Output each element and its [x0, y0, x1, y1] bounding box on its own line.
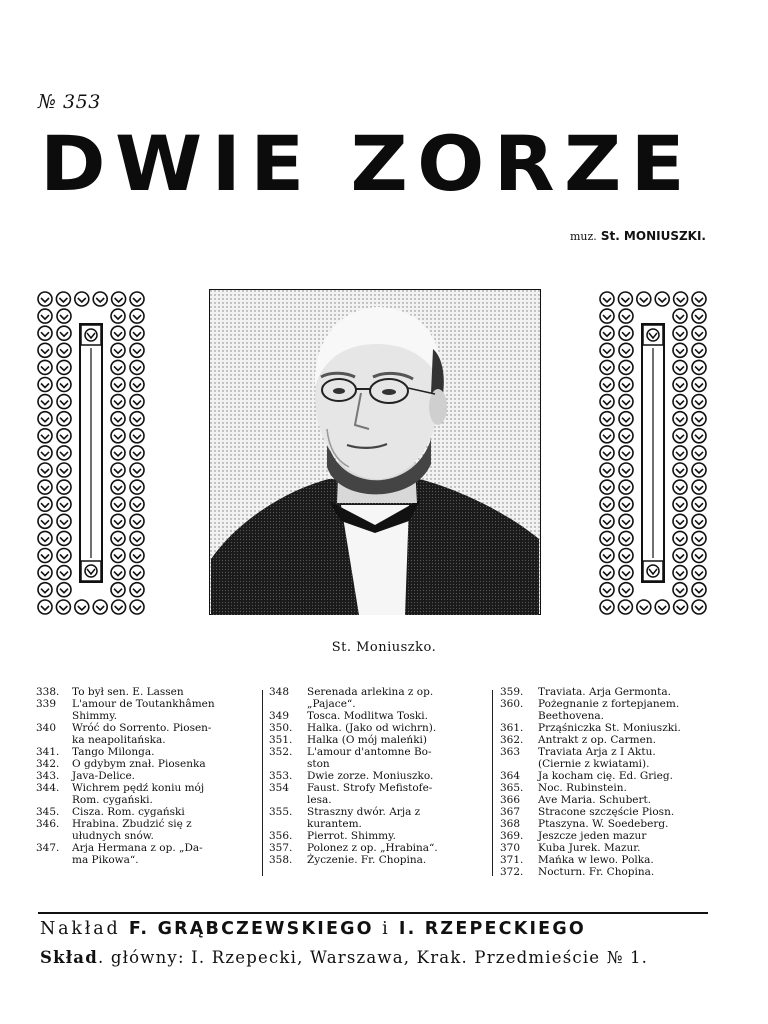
item-number: 368: [500, 818, 521, 830]
warehouse-label: Skład: [40, 948, 98, 967]
item-title: Dwie zorze. Moniuszko.: [307, 770, 434, 782]
list-item: [500, 842, 716, 854]
list-item: [269, 746, 483, 770]
publisher-partner: I. RZEPECKIEGO: [398, 919, 586, 939]
item-number: 348: [269, 686, 290, 698]
item-title: Mańka w lewo. Polka.: [538, 854, 654, 866]
item-title: Ave Maria. Schubert.: [538, 794, 652, 806]
list-item: [500, 734, 716, 746]
item-title: Polonez z op. „Hrabina“.: [307, 842, 438, 854]
item-number: 358.: [269, 854, 293, 866]
list-item: [500, 830, 716, 842]
list-item: [36, 806, 258, 818]
item-title: L'amour de Toutankhâmen Shimmy.: [72, 698, 215, 722]
item-number: 367: [500, 806, 521, 818]
item-title: Arja Hermana z op. „Da- ma Pikowa“.: [72, 842, 203, 866]
item-number: 350.: [269, 722, 293, 734]
publisher-prefix: Nakład: [40, 919, 121, 939]
composer-credit: [570, 229, 706, 243]
item-number: 357.: [269, 842, 293, 854]
item-title: Halka (O mój maleńki): [307, 734, 428, 746]
portrait-photo: [209, 289, 541, 615]
item-number: 347.: [36, 842, 60, 854]
heart-icon: [81, 325, 101, 345]
item-title: Pożegnanie z fortepjanem. Beethovena.: [538, 698, 680, 722]
item-title: Pierrot. Shimmy.: [307, 830, 396, 842]
list-item: [36, 686, 258, 698]
ornament-frame-right: [598, 290, 708, 616]
item-number: 354: [269, 782, 290, 794]
list-item: [500, 770, 716, 782]
item-title: Serenada arlekina z op. „Pajace“.: [307, 686, 434, 710]
page-title: DWIE ZORZE: [40, 119, 694, 208]
publisher-conjunction: i: [382, 919, 391, 939]
item-number: 352.: [269, 746, 293, 758]
item-number: 346.: [36, 818, 60, 830]
footer-rule: [38, 912, 708, 914]
item-title: Halka. (Jako od wichrn).: [307, 722, 437, 734]
list-item: [500, 806, 716, 818]
portrait-caption: St. Moniuszko.: [331, 640, 437, 655]
item-number: 341.: [36, 746, 60, 758]
publisher-name: F. GRĄBCZEWSKIEGO: [128, 919, 374, 939]
item-title: Tosca. Modlitwa Toski.: [307, 710, 428, 722]
item-title: Cisza. Rom. cygański: [72, 806, 185, 818]
item-number: 344.: [36, 782, 60, 794]
list-item: [500, 782, 716, 794]
item-title: Ptaszyna. W. Soedeberg.: [538, 818, 669, 830]
item-title: Wróć do Sorrento. Piosen- ka neapolitańska.: [72, 722, 212, 746]
item-number: 364: [500, 770, 521, 782]
list-item: [36, 782, 258, 806]
item-title: Jeszcze jeden mazur: [538, 830, 647, 842]
item-number: 360.: [500, 698, 524, 710]
heart-icon: [643, 325, 663, 345]
item-title: Stracone szczęście Piosn.: [538, 806, 675, 818]
column-divider: [262, 690, 263, 876]
warehouse-line: [40, 948, 710, 967]
item-title: Traviata Arja z I Aktu. (Ciernie z kwiatami).: [538, 746, 656, 770]
composer-prefix: muz.: [570, 230, 597, 243]
item-title: Faust. Strofy Mefistofe- lesa.: [307, 782, 433, 806]
list-item: [36, 746, 258, 758]
list-item: [269, 854, 483, 866]
list-item: [269, 806, 483, 830]
heart-icon: [643, 561, 663, 581]
item-title: Traviata. Arja Germonta.: [538, 686, 671, 698]
item-number: 353.: [269, 770, 293, 782]
list-item: [36, 770, 258, 782]
item-title: Wichrem pędź koniu mój Rom. cygański.: [72, 782, 205, 806]
item-number: 359.: [500, 686, 524, 698]
item-title: To był sen. E. Lassen: [72, 686, 184, 698]
item-title: O gdybym znał. Piosenka: [72, 758, 206, 770]
item-title: Ja kocham cię. Ed. Grieg.: [538, 770, 673, 782]
item-title: Życzenie. Fr. Chopina.: [307, 854, 427, 866]
item-title: Hrabina. Zbudzić się z ułudnych snów.: [72, 818, 192, 842]
list-item: [269, 710, 483, 722]
item-title: Straszny dwór. Arja z kurantem.: [307, 806, 421, 830]
item-number: 351.: [269, 734, 293, 746]
list-item: [36, 698, 258, 722]
item-number: 355.: [269, 806, 293, 818]
list-item: [500, 698, 716, 722]
catalogue-column-1: [36, 686, 258, 866]
list-item: [500, 722, 716, 734]
list-item: [500, 686, 716, 698]
catalogue-column-2: [269, 686, 483, 866]
item-number: 345.: [36, 806, 60, 818]
column-divider: [492, 690, 493, 876]
item-number: 371.: [500, 854, 524, 866]
item-number: 349: [269, 710, 290, 722]
item-title: Java-Delice.: [72, 770, 135, 782]
edition-number: № 353: [38, 91, 101, 113]
list-item: [36, 842, 258, 866]
item-title: Noc. Rubinstein.: [538, 782, 627, 794]
item-number: 362.: [500, 734, 524, 746]
item-number: 361.: [500, 722, 524, 734]
item-number: 340: [36, 722, 57, 734]
list-item: [269, 782, 483, 806]
item-number: 342.: [36, 758, 60, 770]
list-item: [269, 830, 483, 842]
item-number: 343.: [36, 770, 60, 782]
ornament-frame-left: [36, 290, 146, 616]
item-title: Antrakt z op. Carmen.: [538, 734, 656, 746]
list-item: [500, 854, 716, 866]
item-title: Prząśniczka St. Moniuszki.: [538, 722, 681, 734]
list-item: [269, 734, 483, 746]
warehouse-address: . główny: I. Rzepecki, Warszawa, Krak. Przedmieście № 1.: [97, 948, 649, 967]
list-item: [36, 758, 258, 770]
item-number: 356.: [269, 830, 293, 842]
item-title: Nocturn. Fr. Chopina.: [538, 866, 655, 878]
item-number: 369.: [500, 830, 524, 842]
item-title: Tango Milonga.: [72, 746, 155, 758]
list-item: [500, 794, 716, 806]
list-item: [500, 866, 716, 878]
list-item: [269, 722, 483, 734]
list-item: [500, 746, 716, 770]
item-number: 338.: [36, 686, 60, 698]
list-item: [36, 818, 258, 842]
catalogue-column-3: [500, 686, 716, 878]
item-title: Kuba Jurek. Mazur.: [538, 842, 641, 854]
item-title: L'amour d'antomne Bo- ston: [307, 746, 432, 770]
publisher-line: [40, 919, 710, 939]
item-number: 339: [36, 698, 57, 710]
item-number: 372.: [500, 866, 524, 878]
heart-icon: [81, 561, 101, 581]
item-number: 366: [500, 794, 521, 806]
list-item: [269, 686, 483, 710]
list-item: [500, 818, 716, 830]
list-item: [269, 770, 483, 782]
list-item: [36, 722, 258, 746]
composer-name: St. MONIUSZKI.: [600, 229, 706, 243]
list-item: [269, 842, 483, 854]
item-number: 365.: [500, 782, 524, 794]
item-number: 363: [500, 746, 521, 758]
item-number: 370: [500, 842, 521, 854]
